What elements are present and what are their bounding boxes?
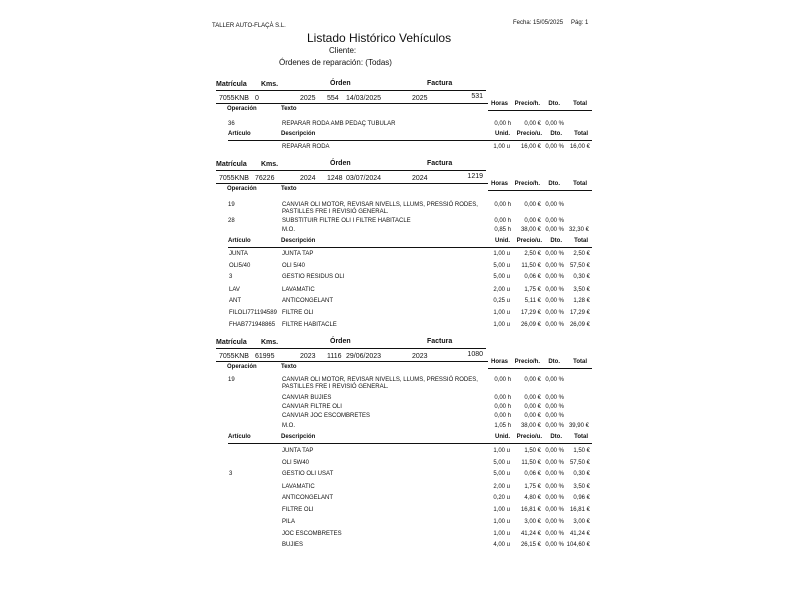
article-units: 1,00 u bbox=[493, 507, 510, 513]
company-name: TALLER AUTO-FLAÇÀ S.L. bbox=[212, 23, 286, 29]
article-price: 4,80 € bbox=[524, 495, 541, 501]
article-price: 1,75 € bbox=[524, 287, 541, 293]
article-units: 2,00 u bbox=[493, 287, 510, 293]
article-code: FILOLI771194589 bbox=[229, 310, 277, 316]
dto-label: Dto. bbox=[550, 131, 562, 137]
operation-text-cont: PASTILLES FRE I REVISIÓ GENERAL. bbox=[282, 384, 389, 390]
invoice-number: 1080 bbox=[467, 351, 483, 358]
op-header-line bbox=[488, 110, 592, 111]
article-discount: 0,00 % bbox=[545, 322, 564, 328]
operation-hours: 0,85 h bbox=[494, 227, 511, 233]
factura-label: Factura bbox=[427, 80, 453, 87]
article-units: 5,00 u bbox=[493, 263, 510, 269]
article-description: PILA bbox=[282, 519, 296, 525]
order-date: 03/07/2024 bbox=[346, 175, 382, 182]
vehicle-kms: 76226 bbox=[255, 175, 275, 182]
article-units: 1,00 u bbox=[493, 448, 510, 454]
article-total: 57,50 € bbox=[569, 460, 590, 466]
article-price: 1,50 € bbox=[524, 448, 541, 454]
operation-discount: 0,00 % bbox=[545, 423, 564, 429]
report-date: Fecha: 15/05/2025 bbox=[513, 20, 564, 26]
descripcion-label: Descripción bbox=[281, 131, 316, 137]
article-price: 16,00 € bbox=[520, 144, 541, 150]
operation-text: CANVIAR BUJIES bbox=[282, 395, 332, 401]
article-price: 16,81 € bbox=[520, 507, 541, 513]
article-code: LAV bbox=[229, 287, 240, 293]
article-discount: 0,00 % bbox=[545, 471, 564, 477]
article-description: JUNTA TAP bbox=[282, 251, 314, 257]
dto-label: Dto. bbox=[548, 181, 560, 187]
article-price: 26,09 € bbox=[520, 322, 541, 328]
article-total: 16,00 € bbox=[569, 144, 590, 150]
operation-price: 0,00 € bbox=[524, 377, 541, 383]
article-total: 17,29 € bbox=[569, 310, 590, 316]
article-units: 1,00 u bbox=[493, 519, 510, 525]
article-price: 5,11 € bbox=[524, 298, 541, 304]
op-header-line bbox=[488, 190, 592, 191]
order-number: 1248 bbox=[327, 175, 343, 182]
block-header-line bbox=[216, 170, 486, 171]
article-price: 41,24 € bbox=[520, 531, 541, 537]
articulo-label: Artículo bbox=[228, 434, 251, 440]
operation-price: 0,00 € bbox=[524, 404, 541, 410]
article-units: 4,00 u bbox=[493, 542, 510, 548]
kms-label: Kms. bbox=[261, 161, 279, 168]
dto-label: Dto. bbox=[550, 434, 562, 440]
operation-discount: 0,00 % bbox=[545, 202, 564, 208]
operation-text: M.O. bbox=[282, 423, 295, 429]
operation-text: CANVIAR JOC ESCOMBRETES bbox=[282, 413, 371, 419]
block-header-line bbox=[216, 90, 486, 91]
operation-text: SUBSTITUIR FILTRE OLI I FILTRE HABITACLE bbox=[282, 218, 411, 224]
operation-hours: 0,00 h bbox=[494, 218, 511, 224]
operation-text: CANVIAR OLI MOTOR, REVISAR NIVELLS, LLUMS, PRESSIÓ RODES, bbox=[282, 202, 478, 208]
article-price: 0,06 € bbox=[524, 274, 541, 280]
horas-label: Horas bbox=[490, 101, 508, 107]
dto-label: Dto. bbox=[550, 238, 562, 244]
operacion-label: Operación bbox=[227, 186, 257, 192]
order-date: 29/06/2023 bbox=[346, 353, 382, 360]
total-label: Total bbox=[573, 181, 587, 187]
kms-label: Kms. bbox=[261, 339, 279, 346]
article-units: 0,20 u bbox=[493, 495, 510, 501]
operation-price: 0,00 € bbox=[524, 413, 541, 419]
kms-label: Kms. bbox=[261, 81, 279, 88]
precio-u-label: Precio/u. bbox=[516, 238, 542, 244]
order-line bbox=[216, 103, 488, 104]
unid-label: Unid. bbox=[495, 434, 510, 440]
article-total: 1,50 € bbox=[573, 448, 590, 454]
article-total: 3,00 € bbox=[573, 519, 590, 525]
article-description: OLI 5W40 bbox=[282, 460, 310, 466]
operation-price: 38,00 € bbox=[520, 227, 541, 233]
matricula-label: Matrícula bbox=[216, 339, 247, 346]
factura-label: Factura bbox=[427, 338, 453, 345]
article-code: ANT bbox=[229, 298, 241, 304]
article-description: REPARAR RODA bbox=[282, 144, 330, 150]
article-units: 0,25 u bbox=[493, 298, 510, 304]
orden-label: Órden bbox=[330, 338, 351, 345]
article-discount: 0,00 % bbox=[545, 298, 564, 304]
article-description: ANTICONGELANT bbox=[282, 298, 334, 304]
operation-total: 39,90 € bbox=[568, 423, 589, 429]
article-total: 41,24 € bbox=[569, 531, 590, 537]
operation-hours: 1,05 h bbox=[494, 423, 511, 429]
article-units: 1,00 u bbox=[493, 144, 510, 150]
article-price: 3,00 € bbox=[524, 519, 541, 525]
invoice-year: 2024 bbox=[412, 175, 428, 182]
article-total: 16,81 € bbox=[569, 507, 590, 513]
article-description: GESTIO RESIDUS OLI bbox=[282, 274, 345, 280]
order-year: 2025 bbox=[300, 95, 316, 102]
article-price: 11,50 € bbox=[521, 263, 541, 269]
descripcion-label: Descripción bbox=[281, 434, 316, 440]
article-units: 5,00 u bbox=[493, 471, 510, 477]
order-year: 2023 bbox=[300, 353, 316, 360]
article-discount: 0,00 % bbox=[545, 484, 564, 490]
article-description: ANTICONGELANT bbox=[282, 495, 334, 501]
article-total: 26,09 € bbox=[569, 322, 590, 328]
article-description: LAVAMATIC bbox=[282, 287, 315, 293]
precio-u-label: Precio/u. bbox=[516, 434, 542, 440]
article-total: 2,50 € bbox=[573, 251, 590, 257]
article-discount: 0,00 % bbox=[545, 144, 564, 150]
orders-filter: Órdenes de reparación: (Todas) bbox=[279, 58, 392, 67]
operation-text: CANVIAR FILTRE OLI bbox=[282, 404, 342, 410]
horas-label: Horas bbox=[490, 181, 508, 187]
operation-discount: 0,00 % bbox=[545, 395, 564, 401]
report-title: Listado Histórico Vehículos bbox=[307, 31, 452, 45]
operation-text: CANVIAR OLI MOTOR, REVISAR NIVELLS, LLUMS, PRESSIÓ RODES, bbox=[282, 377, 478, 383]
operation-hours: 0,00 h bbox=[494, 395, 511, 401]
operation-hours: 0,00 h bbox=[494, 377, 511, 383]
vehicle-plate: 7055KNB bbox=[219, 95, 249, 102]
article-price: 1,75 € bbox=[524, 484, 541, 490]
article-price: 17,29 € bbox=[520, 310, 541, 316]
article-discount: 0,00 % bbox=[545, 251, 564, 257]
operation-price: 0,00 € bbox=[524, 121, 541, 127]
operation-text: REPARAR RODA AMB PEDAÇ TUBULAR bbox=[282, 121, 396, 127]
article-description: FILTRE OLI bbox=[282, 507, 314, 513]
order-line bbox=[216, 361, 488, 362]
article-description: FILTRE OLI bbox=[282, 310, 314, 316]
matricula-label: Matrícula bbox=[216, 161, 247, 168]
order-line bbox=[216, 183, 488, 184]
operation-price: 0,00 € bbox=[524, 395, 541, 401]
vehicle-kms: 61995 bbox=[255, 353, 275, 360]
operation-discount: 0,00 % bbox=[545, 377, 564, 383]
operation-price: 0,00 € bbox=[524, 218, 541, 224]
operation-total: 32,30 € bbox=[568, 227, 589, 233]
orden-label: Órden bbox=[330, 80, 351, 87]
article-total: 3,50 € bbox=[573, 287, 590, 293]
article-units: 1,00 u bbox=[493, 322, 510, 328]
operacion-label: Operación bbox=[227, 106, 257, 112]
client-label: Cliente: bbox=[329, 46, 357, 55]
operation-text-cont: PASTILLES FRE I REVISIÓ GENERAL. bbox=[282, 209, 389, 215]
articulo-label: Artículo bbox=[228, 238, 251, 244]
article-total: 1,28 € bbox=[573, 298, 590, 304]
total-label: Total bbox=[574, 238, 588, 244]
order-date: 14/03/2025 bbox=[346, 95, 382, 102]
article-units: 1,00 u bbox=[493, 251, 510, 257]
article-total: 0,30 € bbox=[573, 471, 590, 477]
operation-price: 0,00 € bbox=[524, 202, 541, 208]
operation-hours: 0,00 h bbox=[494, 413, 511, 419]
article-description: GESTIO OLI USAT bbox=[282, 471, 334, 477]
operacion-label: Operación bbox=[227, 364, 257, 370]
articulo-label: Artículo bbox=[228, 131, 251, 137]
article-description: JUNTA TAP bbox=[282, 448, 314, 454]
precio-h-label: Precio/h. bbox=[514, 359, 540, 365]
vehicle-plate: 7055KNB bbox=[219, 175, 249, 182]
total-label: Total bbox=[573, 359, 587, 365]
factura-label: Factura bbox=[427, 160, 453, 167]
operation-discount: 0,00 % bbox=[545, 218, 564, 224]
orden-label: Órden bbox=[330, 160, 351, 167]
operation-hours: 0,00 h bbox=[494, 121, 511, 127]
operation-code: 19 bbox=[228, 377, 235, 383]
invoice-number: 1219 bbox=[467, 173, 483, 180]
page-number: Pág: 1 bbox=[571, 20, 589, 26]
article-price: 11,50 € bbox=[521, 460, 541, 466]
article-units: 5,00 u bbox=[493, 460, 510, 466]
vehicle-plate: 7055KNB bbox=[219, 353, 249, 360]
dto-label: Dto. bbox=[548, 359, 560, 365]
descripcion-label: Descripción bbox=[281, 238, 316, 244]
order-number: 1116 bbox=[327, 353, 342, 360]
article-price: 26,15 € bbox=[520, 542, 541, 548]
operation-price: 38,00 € bbox=[520, 423, 541, 429]
article-discount: 0,00 % bbox=[545, 531, 564, 537]
article-units: 5,00 u bbox=[493, 274, 510, 280]
unid-label: Unid. bbox=[495, 131, 510, 137]
article-total: 3,50 € bbox=[573, 484, 590, 490]
article-discount: 0,00 % bbox=[545, 287, 564, 293]
op-header-line bbox=[488, 368, 592, 369]
article-total: 0,30 € bbox=[573, 274, 590, 280]
article-total: 57,50 € bbox=[569, 263, 590, 269]
article-description: FILTRE HABITACLE bbox=[282, 322, 337, 328]
article-units: 1,00 u bbox=[493, 310, 510, 316]
article-description: OLI 5/40 bbox=[282, 263, 306, 269]
article-header-line bbox=[228, 443, 592, 444]
article-code: FHAB771948865 bbox=[229, 322, 276, 328]
invoice-number: 531 bbox=[471, 93, 483, 100]
operation-discount: 0,00 % bbox=[545, 404, 564, 410]
article-description: LAVAMATIC bbox=[282, 484, 315, 490]
operation-code: 36 bbox=[228, 121, 235, 127]
article-price: 0,06 € bbox=[524, 471, 541, 477]
unid-label: Unid. bbox=[495, 238, 510, 244]
article-total: 104,60 € bbox=[566, 542, 590, 548]
article-discount: 0,00 % bbox=[545, 448, 564, 454]
order-number: 554 bbox=[327, 95, 339, 102]
article-code: 3 bbox=[229, 471, 233, 477]
article-discount: 0,00 % bbox=[545, 460, 564, 466]
article-code: JUNTA bbox=[229, 251, 248, 257]
precio-h-label: Precio/h. bbox=[514, 101, 540, 107]
article-code: OLI5/40 bbox=[229, 263, 251, 269]
vehicle-kms: 0 bbox=[255, 95, 259, 102]
operation-code: 19 bbox=[228, 202, 235, 208]
article-description: BUJIES bbox=[282, 542, 304, 548]
total-label: Total bbox=[574, 434, 588, 440]
article-price: 2,50 € bbox=[524, 251, 541, 257]
dto-label: Dto. bbox=[548, 101, 560, 107]
article-discount: 0,00 % bbox=[545, 310, 564, 316]
article-units: 2,00 u bbox=[493, 484, 510, 490]
total-label: Total bbox=[574, 131, 588, 137]
invoice-year: 2025 bbox=[412, 95, 428, 102]
article-discount: 0,00 % bbox=[545, 495, 564, 501]
precio-h-label: Precio/h. bbox=[514, 181, 540, 187]
article-discount: 0,00 % bbox=[545, 263, 564, 269]
article-discount: 0,00 % bbox=[545, 519, 564, 525]
horas-label: Horas bbox=[490, 359, 508, 365]
operation-discount: 0,00 % bbox=[545, 413, 564, 419]
operation-text: M.O. bbox=[282, 227, 295, 233]
operation-hours: 0,00 h bbox=[494, 202, 511, 208]
article-units: 1,00 u bbox=[493, 531, 510, 537]
block-header-line bbox=[216, 348, 486, 349]
article-code: 3 bbox=[229, 274, 233, 280]
article-discount: 0,00 % bbox=[545, 542, 564, 548]
article-header-line bbox=[228, 140, 592, 141]
operation-discount: 0,00 % bbox=[545, 227, 564, 233]
article-header-line bbox=[228, 247, 592, 248]
precio-u-label: Precio/u. bbox=[516, 131, 542, 137]
texto-label: Texto bbox=[281, 106, 297, 112]
order-year: 2024 bbox=[300, 175, 316, 182]
article-discount: 0,00 % bbox=[545, 507, 564, 513]
article-discount: 0,00 % bbox=[545, 274, 564, 280]
texto-label: Texto bbox=[281, 364, 297, 370]
article-description: JOC ESCOMBRETES bbox=[282, 531, 342, 537]
operation-code: 28 bbox=[228, 218, 235, 224]
operation-discount: 0,00 % bbox=[545, 121, 564, 127]
invoice-year: 2023 bbox=[412, 353, 428, 360]
texto-label: Texto bbox=[281, 186, 297, 192]
matricula-label: Matrícula bbox=[216, 81, 247, 88]
total-label: Total bbox=[573, 101, 587, 107]
operation-hours: 0,00 h bbox=[494, 404, 511, 410]
article-total: 0,96 € bbox=[573, 495, 590, 501]
